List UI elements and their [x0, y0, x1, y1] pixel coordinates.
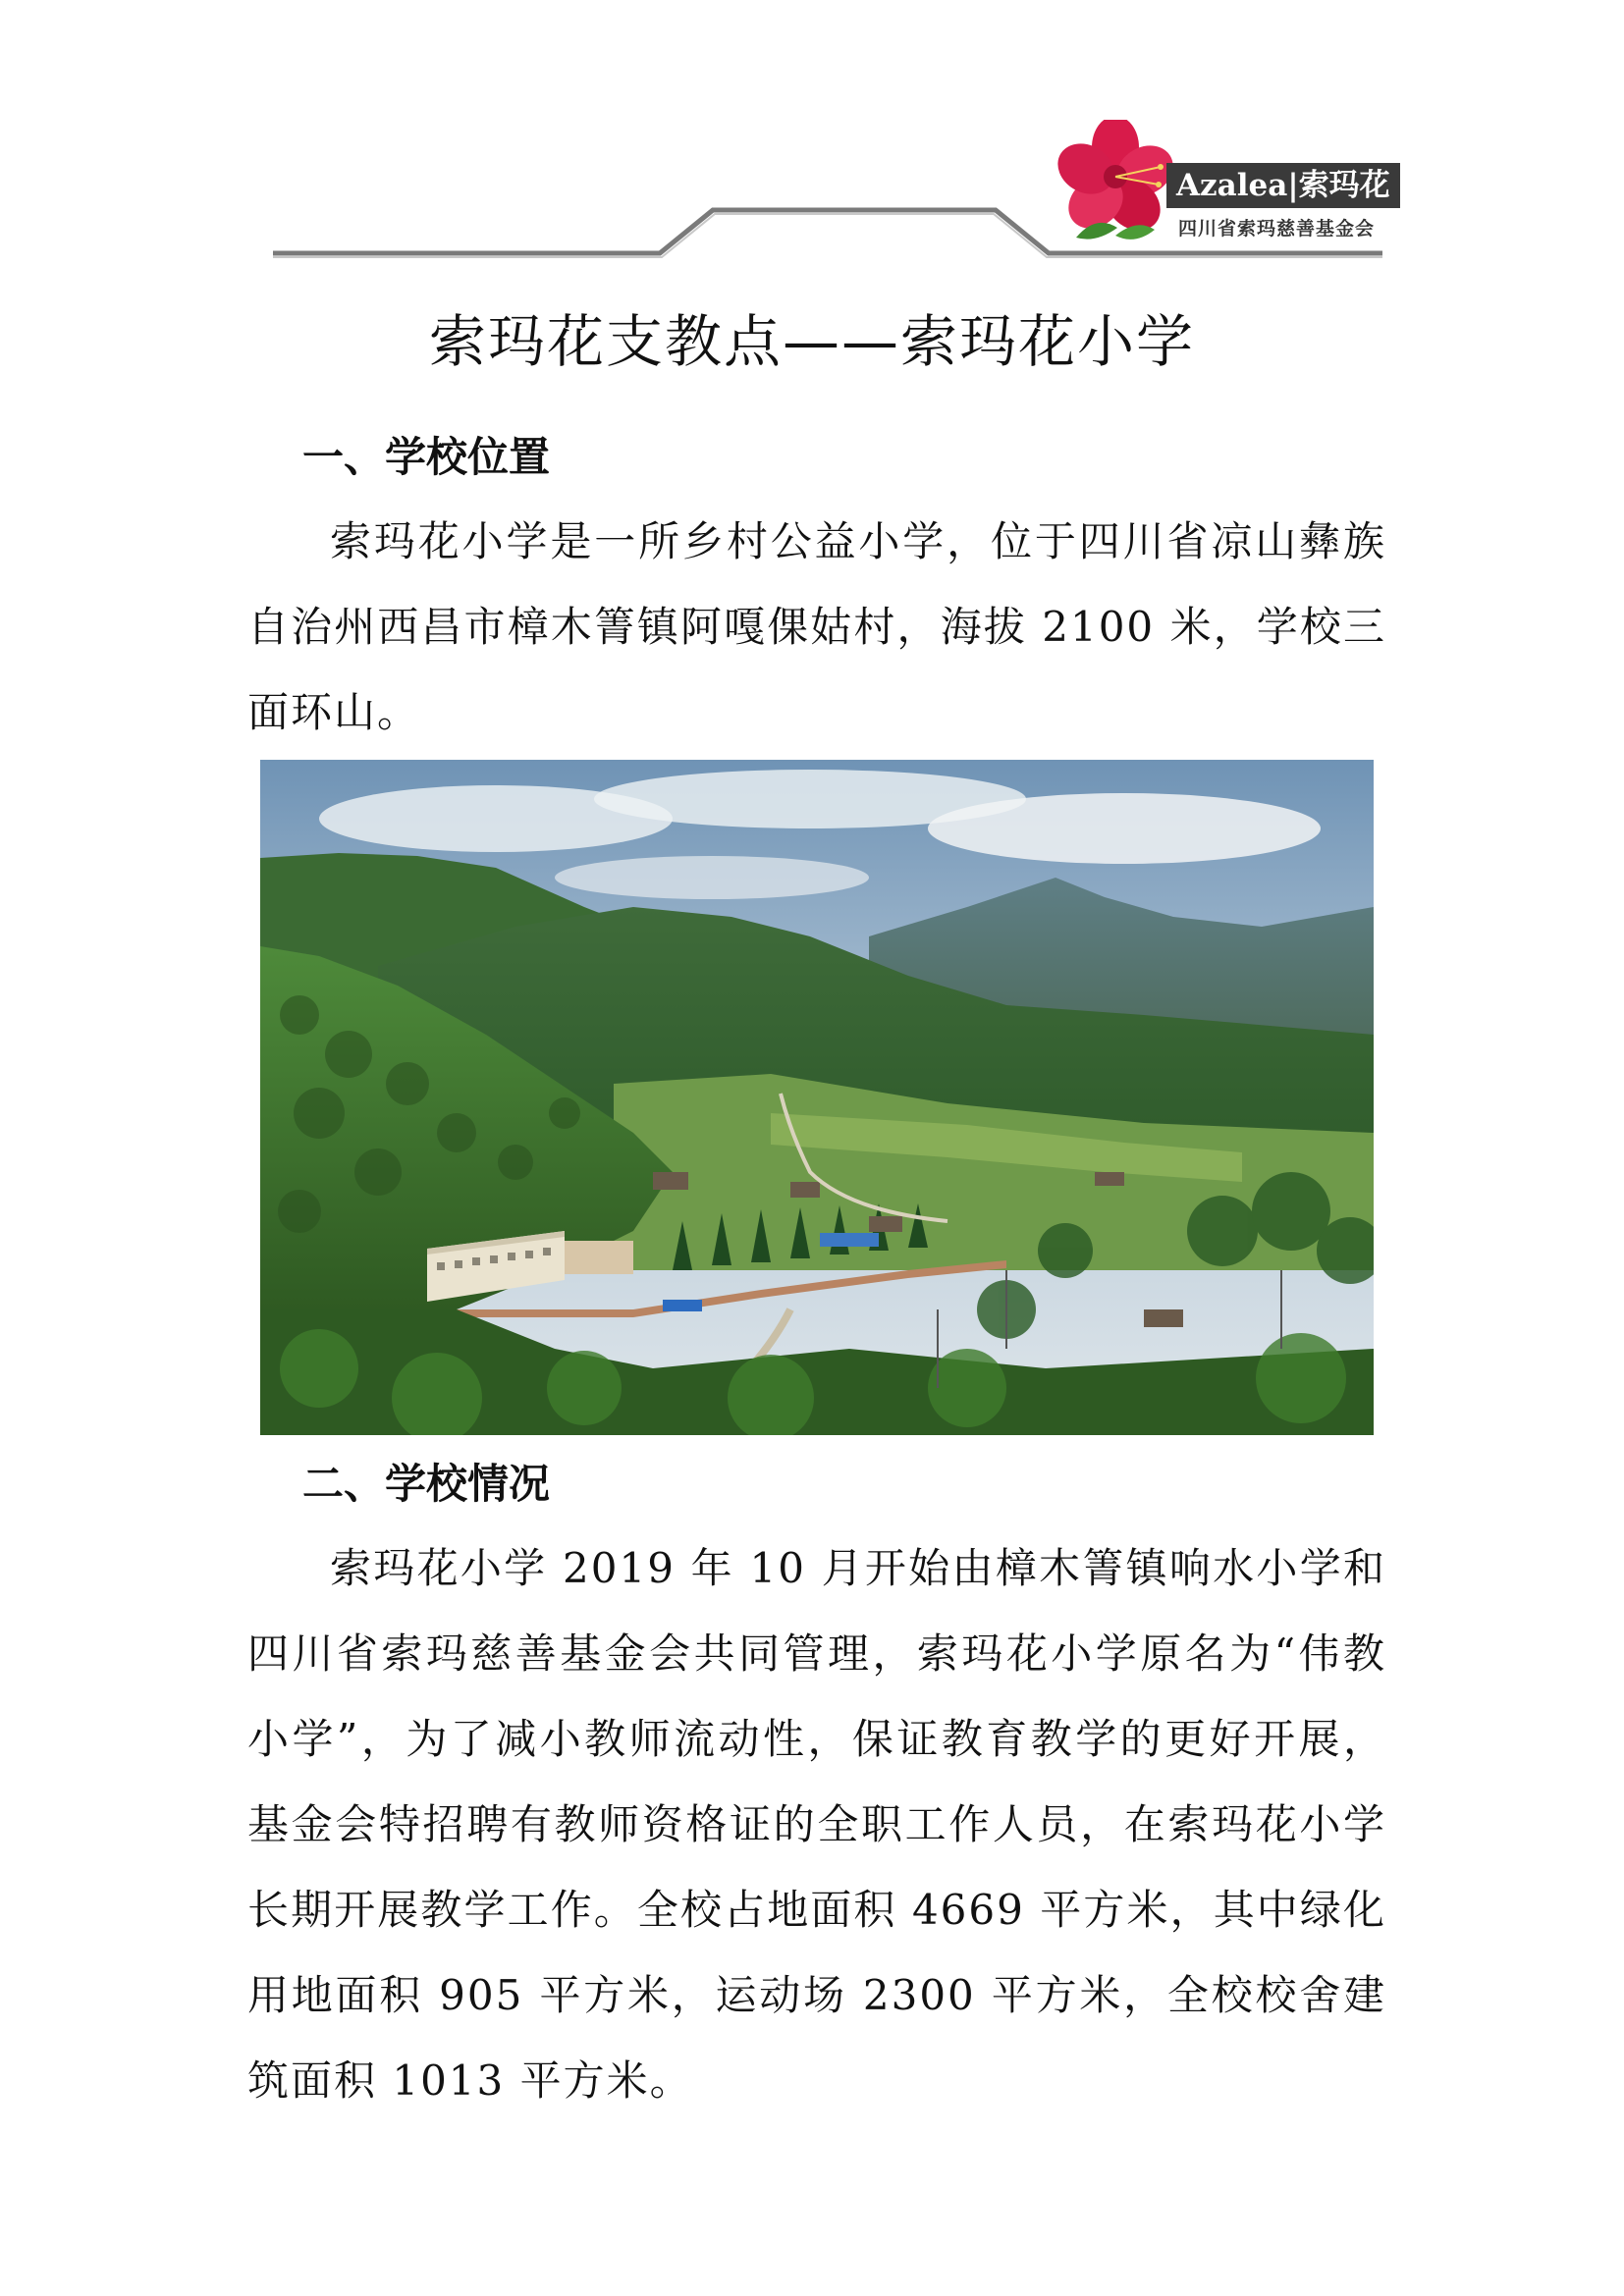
paragraph-overview: 索玛花小学 2019 年 10 月开始由樟木箐镇响水小学和四川省索玛慈善基金会共同管理，索玛花小学原名为“伟教小学”，为了减小教师流动性，保证教育教学的更好开展，基金会特招聘有教师资格证的全职工作人员，在索玛花小学长期开展教学工作。全校占地面积 4669 平方米，其中绿化用地面积 905 平方米，运动场 2300 平方米，全校校舍建筑面积 1013 平方米。 — [247, 1544, 1386, 2105]
section-heading-location: 一、学校位置 — [302, 433, 551, 481]
azalea-flower-icon — [1056, 120, 1184, 249]
logo-wordmark: Azalea|索玛花 — [1166, 163, 1400, 208]
foundation-logo — [1056, 120, 1390, 249]
school-landscape-photo — [260, 760, 1374, 1435]
section-heading-overview: 二、学校情况 — [302, 1460, 551, 1508]
page-title: 索玛花支教点——索玛花小学 — [428, 308, 1195, 375]
paragraph-location: 索玛花小学是一所乡村公益小学，位于四川省凉山彝族自治州西昌市樟木箐镇阿嘎倮姑村，海拔 2100 米，学校三面环山。 — [247, 517, 1386, 736]
logo-subtitle: 四川省索玛慈善基金会 — [1178, 218, 1376, 240]
